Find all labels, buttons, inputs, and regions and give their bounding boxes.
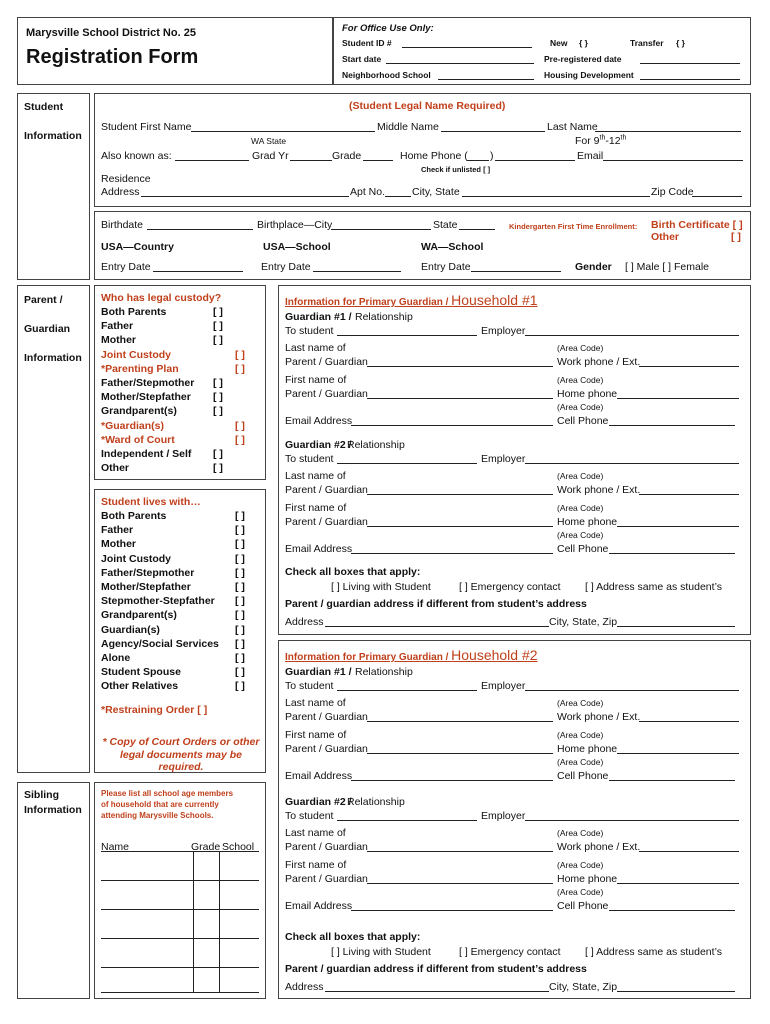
neighborhood-field[interactable] — [438, 79, 534, 80]
middle-name-field[interactable] — [441, 131, 545, 132]
lives-with-option-label: Agency/Social Services — [101, 637, 219, 650]
household-1-guardian-1-last-name-field[interactable] — [367, 366, 553, 367]
unlisted-checkbox[interactable]: Check if unlisted [ ] — [421, 165, 491, 174]
custody-option-checkbox[interactable]: [ ] — [213, 306, 223, 318]
birthdate-label: Birthdate — [101, 219, 144, 231]
grad-yr-label: Grad Yr — [252, 150, 289, 162]
custody-option-checkbox[interactable]: [ ] — [213, 334, 223, 347]
start-date-field[interactable] — [386, 63, 534, 64]
custody-option-checkbox[interactable]: [ ] — [235, 433, 245, 446]
lives-with-option-label: Mother/Stepfather — [101, 581, 191, 593]
grade-field[interactable] — [363, 160, 393, 161]
district-name: Marysville School District No. 25 — [26, 27, 196, 39]
household-1-address-field[interactable] — [325, 626, 549, 627]
lives-with-box — [94, 489, 266, 773]
household-1-guardian-2-email-field[interactable] — [351, 553, 553, 554]
household-2-guardian-2-first-name-label: First name of — [285, 859, 347, 871]
form-title: Registration Form — [26, 46, 199, 68]
preregistered-label: Pre-registered date — [544, 54, 622, 64]
household-1-guardian-1-email-label: Email Address — [285, 415, 353, 427]
residence-label: Residence — [101, 173, 151, 185]
sibling-row-1[interactable] — [101, 880, 259, 881]
household-2-guardian-2-work-phone-label: Work phone / Ext. — [557, 841, 641, 853]
sibling-name-header: Name — [101, 841, 130, 853]
sibling-side-box — [17, 782, 90, 999]
office-use-box — [333, 17, 751, 85]
household-1-guardian-1-label: Guardian #1 / — [285, 311, 352, 323]
home-phone-close: ) — [490, 150, 494, 162]
custody-option-label: *Ward of Court — [101, 433, 175, 446]
sibling-information-side-label: Information — [24, 804, 82, 816]
lives-with-option-label: Grandparent(s) — [101, 609, 177, 622]
for-grade-label: For 9th-12th — [575, 134, 627, 147]
state-label: State — [433, 219, 458, 231]
usa-country-label: USA—Country — [101, 241, 174, 253]
entry-date-label-3: Entry Date — [421, 261, 471, 273]
household-2-guardian-2-employer-field[interactable] — [525, 820, 739, 821]
household-2-guardian-2-work-phone-field[interactable] — [639, 851, 739, 852]
household-1-guardian-2-cell-phone-field[interactable] — [609, 553, 735, 554]
household-1-guardian-2-last-name-label: Last name of — [285, 470, 346, 482]
household-1-guardian-1-area-code-label: (Area Code) — [557, 343, 604, 353]
information-side-label-2: Information — [24, 352, 82, 364]
household-2-guardian-1-area-code-label-3: (Area Code) — [557, 757, 604, 767]
zip-code-field[interactable] — [692, 196, 742, 197]
student-birth-box — [94, 211, 751, 280]
lives-with-option-checkbox[interactable]: [ ] — [235, 652, 245, 664]
household-2-guardian-1-last-name-field[interactable] — [367, 721, 553, 722]
student-side-box — [17, 93, 90, 280]
household-1-guardian-2-relationship-label: Relationship — [347, 439, 405, 451]
custody-option-checkbox[interactable]: [ ] — [235, 362, 245, 375]
household-1-guardian-1-work-phone-label: Work phone / Ext. — [557, 356, 641, 368]
also-known-field[interactable] — [175, 160, 249, 161]
student-id-label: Student ID # — [342, 38, 392, 48]
household-2-guardian-2-label: Guardian #2 / — [285, 796, 352, 808]
custody-option-label: Father — [101, 320, 134, 333]
lives-with-option-checkbox[interactable]: [ ] — [235, 666, 245, 679]
household-1-address-label: Address — [285, 616, 324, 628]
household-2-living-with-checkbox[interactable]: [ ] Living with Student — [331, 946, 431, 958]
grade-label: Grade — [332, 150, 362, 162]
household-2-address-label: Address — [285, 981, 324, 993]
lives-with-title: Student lives with… — [101, 496, 201, 508]
household-2-guardian-2-area-code-label-2: (Area Code) — [557, 860, 604, 870]
sibling-side-label: Sibling — [24, 789, 59, 801]
household-2-guardian-2-first-name-field[interactable] — [367, 883, 553, 884]
city-state-field[interactable] — [462, 196, 650, 197]
household-1-guardian-2-first-parent-label: Parent / Guardian — [285, 516, 368, 528]
preregistered-field[interactable] — [640, 63, 740, 64]
entry-date-label-1: Entry Date — [101, 261, 151, 273]
housing-label: Housing Development — [544, 70, 634, 80]
last-name-field[interactable] — [595, 131, 741, 132]
household-1-guardian-2-home-phone-label: Home phone — [557, 516, 618, 528]
wa-state-label: WA State — [251, 136, 287, 146]
household-1-guardian-2-cell-phone-label: Cell Phone — [557, 543, 609, 555]
household-1-guardian-1-employer-field[interactable] — [525, 335, 739, 336]
household-1-guardian-1-last-parent-label: Parent / Guardian — [285, 356, 368, 368]
restraining-order-checkbox[interactable]: *Restraining Order [ ] — [101, 704, 208, 716]
lives-with-option-checkbox[interactable]: [ ] — [235, 609, 245, 622]
household-2-guardian-1-cell-phone-label: Cell Phone — [557, 770, 609, 782]
birthplace-label: Birthplace—City — [257, 219, 333, 231]
lives-with-option-checkbox[interactable]: [ ] — [235, 538, 245, 551]
other-checkbox[interactable]: [ ] — [731, 231, 741, 243]
household-1-guardian-2-employer-field[interactable] — [525, 463, 739, 464]
household-2-guardian-2-home-phone-label: Home phone — [557, 873, 618, 885]
student-side-label: Student — [24, 101, 64, 113]
household-1-living-with-checkbox[interactable]: [ ] Living with Student — [331, 581, 431, 593]
household-2-guardian-1-employer-label: Employer — [481, 680, 526, 692]
housing-field[interactable] — [640, 79, 740, 80]
custody-option-label: *Parenting Plan — [101, 362, 179, 375]
home-phone-label: Home Phone ( — [400, 150, 468, 162]
household-2-guardian-2-cell-phone-field[interactable] — [609, 910, 735, 911]
email-field[interactable] — [603, 160, 743, 161]
custody-option-label: Father/Stepmother — [101, 377, 195, 389]
custody-option-label: Both Parents — [101, 306, 167, 318]
household-2-guardian-1-work-phone-label: Work phone / Ext. — [557, 711, 641, 723]
household-1-check-all-label: Check all boxes that apply: — [285, 566, 421, 578]
header-title-box — [17, 17, 333, 85]
gender-checkboxes[interactable]: [ ] Male [ ] Female — [625, 261, 710, 273]
legal-name-note: (Student Legal Name Required) — [349, 100, 506, 112]
household-2-guardian-1-first-parent-label: Parent / Guardian — [285, 743, 368, 755]
household-2-guardian-2-relationship-field[interactable] — [337, 820, 477, 821]
household-2-diff-address-label: Parent / guardian address if different from student’s address — [285, 963, 587, 975]
sibling-header-line — [101, 851, 259, 852]
household-2-guardian-2-email-label: Email Address — [285, 900, 353, 912]
lives-with-option-checkbox[interactable]: [ ] — [235, 510, 245, 522]
household-2-guardian-2-employer-label: Employer — [481, 810, 526, 822]
household-2-guardian-2-cell-phone-label: Cell Phone — [557, 900, 609, 912]
city-state-label: City, State — [412, 186, 460, 198]
sibling-grade-header: Grade — [191, 841, 221, 853]
also-known-label: Also known as: — [101, 150, 172, 162]
middle-name-label: Middle Name — [377, 121, 439, 133]
birth-certificate-checkbox[interactable]: Birth Certificate [ ] — [651, 219, 743, 231]
guardian-side-label: Guardian — [24, 323, 71, 335]
household-2-guardian-1-first-name-field[interactable] — [367, 753, 553, 754]
household-2-guardian-1-to-student-label: To student — [285, 680, 334, 692]
sibling-row-4[interactable] — [101, 967, 259, 968]
office-use-title: For Office Use Only: — [342, 23, 434, 34]
information-side-label: Information — [24, 130, 82, 142]
household-1-guardian-2-last-parent-label: Parent / Guardian — [285, 484, 368, 496]
custody-option-label: Mother/Stepfather — [101, 391, 191, 404]
other-label: Other — [651, 231, 680, 243]
household-2-guardian-2-relationship-label: Relationship — [347, 796, 405, 808]
household-1-guardian-2-to-student-label: To student — [285, 453, 334, 465]
household-1-guardian-1-work-phone-field[interactable] — [639, 366, 739, 367]
household-1-guardian-1-email-field[interactable] — [351, 425, 553, 426]
household-1-guardian-2-work-phone-label: Work phone / Ext. — [557, 484, 641, 496]
lives-with-option-label: Other Relatives — [101, 680, 179, 693]
household-1-guardian-2-home-phone-field[interactable] — [617, 526, 739, 527]
household-2-city-state-zip-field[interactable] — [617, 991, 735, 992]
sibling-row-5[interactable] — [101, 992, 259, 993]
custody-option-checkbox[interactable]: [ ] — [213, 391, 223, 404]
household-1-guardian-2-last-name-field[interactable] — [367, 494, 553, 495]
neighborhood-label: Neighborhood School — [342, 70, 431, 80]
household-2-address-field[interactable] — [325, 991, 549, 992]
household-2-guardian-2-area-code-label-3: (Area Code) — [557, 887, 604, 897]
custody-option-label: Independent / Self — [101, 448, 192, 460]
household-2-guardian-1-home-phone-field[interactable] — [617, 753, 739, 754]
household-1-guardian-1-home-phone-field[interactable] — [617, 398, 739, 399]
household-1-guardian-1-last-name-label: Last name of — [285, 342, 346, 354]
first-name-label: Student First Name — [101, 121, 192, 133]
email-label: Email — [577, 150, 604, 162]
household-2-guardian-1-relationship-field[interactable] — [337, 690, 477, 691]
sibling-school-header: School — [222, 841, 255, 853]
new-checkbox[interactable]: { } — [579, 38, 588, 48]
household-2-box — [278, 640, 751, 999]
home-phone-field[interactable] — [495, 160, 575, 161]
household-2-guardian-1-employer-field[interactable] — [525, 690, 739, 691]
household-2-guardian-1-relationship-label: Relationship — [355, 666, 413, 678]
household-2-guardian-1-area-code-label-2: (Area Code) — [557, 730, 604, 740]
student-name-box — [94, 93, 751, 207]
sibling-row-3[interactable] — [101, 938, 259, 939]
household-1-guardian-1-area-code-label-2: (Area Code) — [557, 375, 604, 385]
household-1-title: Information for Primary Guardian / Household #1 — [285, 292, 538, 308]
lives-with-option-label: Father/Stepmother — [101, 566, 195, 579]
kindergarten-label: Kindergarten First Time Enrollment: — [509, 222, 638, 231]
grad-yr-field[interactable] — [290, 160, 332, 161]
household-1-guardian-2-email-label: Email Address — [285, 543, 353, 555]
household-1-guardian-1-area-code-label-3: (Area Code) — [557, 402, 604, 412]
wa-school-label: WA—School — [421, 241, 484, 253]
address-field[interactable] — [141, 196, 349, 197]
household-2-guardian-2-last-parent-label: Parent / Guardian — [285, 841, 368, 853]
lives-with-option-label: Both Parents — [101, 510, 167, 522]
sibling-note: Please list all school age members of household that are currently attending Marysville Schools. — [101, 789, 234, 820]
birthdate-field[interactable] — [147, 229, 253, 230]
lives-with-option-label: Joint Custody — [101, 552, 171, 565]
household-2-guardian-2-area-code-label: (Area Code) — [557, 828, 604, 838]
lives-with-option-label: Guardian(s) — [101, 623, 160, 636]
household-1-guardian-1-home-phone-label: Home phone — [557, 388, 618, 400]
household-1-city-state-zip-label: City, State, Zip — [549, 616, 618, 628]
household-1-guardian-2-area-code-label: (Area Code) — [557, 471, 604, 481]
lives-with-option-checkbox[interactable]: [ ] — [235, 680, 245, 693]
household-1-guardian-1-first-parent-label: Parent / Guardian — [285, 388, 368, 400]
apt-no-label: Apt No. — [350, 186, 386, 198]
household-2-guardian-1-email-field[interactable] — [351, 780, 553, 781]
household-1-guardian-2-employer-label: Employer — [481, 453, 526, 465]
zip-code-label: Zip Code — [651, 186, 694, 198]
household-2-guardian-1-last-parent-label: Parent / Guardian — [285, 711, 368, 723]
household-2-guardian-1-cell-phone-field[interactable] — [609, 780, 735, 781]
household-1-guardian-2-label: Guardian #2 / — [285, 439, 352, 451]
household-2-guardian-1-email-label: Email Address — [285, 770, 353, 782]
household-2-guardian-1-home-phone-label: Home phone — [557, 743, 618, 755]
court-orders-note: * Copy of Court Orders or other legal documents may be required. — [102, 736, 260, 774]
household-1-guardian-1-cell-phone-label: Cell Phone — [557, 415, 609, 427]
lives-with-option-checkbox[interactable]: [ ] — [235, 623, 245, 636]
household-1-guardian-1-employer-label: Employer — [481, 325, 526, 337]
lives-with-option-label: Mother — [101, 538, 136, 551]
household-2-city-state-zip-label: City, State, Zip — [549, 981, 618, 993]
custody-option-checkbox[interactable]: [ ] — [213, 448, 223, 460]
household-2-guardian-1-work-phone-field[interactable] — [639, 721, 739, 722]
lives-with-option-checkbox[interactable]: [ ] — [235, 595, 245, 608]
household-1-guardian-1-relationship-field[interactable] — [337, 335, 477, 336]
household-1-same-address-checkbox[interactable]: [ ] Address same as student’s — [585, 581, 722, 593]
custody-option-checkbox[interactable]: [ ] — [213, 405, 223, 418]
usa-school-label: USA—School — [263, 241, 331, 253]
household-2-guardian-2-email-field[interactable] — [351, 910, 553, 911]
custody-option-checkbox[interactable]: [ ] — [213, 320, 223, 333]
lives-with-option-checkbox[interactable]: [ ] — [235, 552, 245, 565]
household-1-guardian-1-first-name-label: First name of — [285, 374, 347, 386]
state-field[interactable] — [459, 229, 495, 230]
lives-with-option-checkbox[interactable]: [ ] — [235, 566, 245, 579]
household-1-guardian-2-work-phone-field[interactable] — [639, 494, 739, 495]
household-1-city-state-zip-field[interactable] — [617, 626, 735, 627]
household-2-guardian-1-label: Guardian #1 / — [285, 666, 352, 678]
transfer-label: Transfer — [630, 38, 664, 48]
custody-option-label: Joint Custody — [101, 348, 171, 361]
household-1-guardian-2-first-name-field[interactable] — [367, 526, 553, 527]
birthplace-field[interactable] — [331, 229, 431, 230]
lives-with-option-checkbox[interactable]: [ ] — [235, 637, 245, 650]
sibling-row-2[interactable] — [101, 909, 259, 910]
custody-option-checkbox[interactable]: [ ] — [213, 377, 223, 389]
entry-date-field-1[interactable] — [153, 271, 243, 272]
entry-date-field-2[interactable] — [313, 271, 401, 272]
household-1-guardian-1-cell-phone-field[interactable] — [609, 425, 735, 426]
parent-side-label: Parent / — [24, 294, 63, 306]
household-1-diff-address-label: Parent / guardian address if different from student’s address — [285, 598, 587, 610]
household-2-guardian-2-last-name-label: Last name of — [285, 827, 346, 839]
lives-with-option-label: Student Spouse — [101, 666, 181, 679]
household-2-emergency-checkbox[interactable]: [ ] Emergency contact — [459, 946, 561, 958]
household-2-guardian-2-home-phone-field[interactable] — [617, 883, 739, 884]
custody-option-label: Other — [101, 462, 130, 475]
entry-date-label-2: Entry Date — [261, 261, 311, 273]
household-1-box — [278, 285, 751, 635]
household-2-check-all-label: Check all boxes that apply: — [285, 931, 421, 943]
custody-option-checkbox[interactable]: [ ] — [235, 419, 245, 432]
area-code-field[interactable] — [467, 160, 489, 161]
sibling-col-divider-2 — [219, 851, 220, 993]
household-2-same-address-checkbox[interactable]: [ ] Address same as student’s — [585, 946, 722, 958]
start-date-label: Start date — [342, 54, 382, 64]
lives-with-option-label: Alone — [101, 652, 131, 664]
household-2-guardian-2-last-name-field[interactable] — [367, 851, 553, 852]
last-name-label: Last Name — [547, 121, 598, 133]
first-name-field[interactable] — [191, 131, 375, 132]
custody-box — [94, 285, 266, 480]
student-id-field[interactable] — [402, 47, 532, 48]
lives-with-option-label: Father — [101, 524, 134, 537]
household-1-guardian-2-area-code-label-2: (Area Code) — [557, 503, 604, 513]
lives-with-option-checkbox[interactable]: [ ] — [235, 524, 245, 537]
custody-option-label: Mother — [101, 334, 136, 347]
household-1-guardian-2-first-name-label: First name of — [285, 502, 347, 514]
household-1-guardian-2-area-code-label-3: (Area Code) — [557, 530, 604, 540]
household-2-guardian-2-first-parent-label: Parent / Guardian — [285, 873, 368, 885]
household-2-guardian-1-first-name-label: First name of — [285, 729, 347, 741]
household-1-guardian-1-to-student-label: To student — [285, 325, 334, 337]
household-1-guardian-2-relationship-field[interactable] — [337, 463, 477, 464]
custody-option-checkbox[interactable]: [ ] — [213, 462, 223, 475]
address-label: Address — [101, 186, 140, 198]
lives-with-option-checkbox[interactable]: [ ] — [235, 581, 245, 593]
household-2-guardian-2-to-student-label: To student — [285, 810, 334, 822]
household-1-guardian-1-first-name-field[interactable] — [367, 398, 553, 399]
lives-with-option-label: Stepmother-Stepfather — [101, 595, 215, 608]
gender-label: Gender — [575, 261, 612, 273]
custody-option-checkbox[interactable]: [ ] — [235, 348, 245, 361]
household-1-emergency-checkbox[interactable]: [ ] Emergency contact — [459, 581, 561, 593]
new-label: New — [550, 38, 568, 48]
household-2-title: Information for Primary Guardian / Household #2 — [285, 647, 538, 663]
household-2-guardian-1-last-name-label: Last name of — [285, 697, 346, 709]
sibling-box — [94, 782, 266, 999]
household-1-guardian-1-relationship-label: Relationship — [355, 311, 413, 323]
custody-title: Who has legal custody? — [101, 292, 222, 304]
custody-option-label: Grandparent(s) — [101, 405, 177, 418]
household-2-guardian-1-area-code-label: (Area Code) — [557, 698, 604, 708]
entry-date-field-3[interactable] — [471, 271, 561, 272]
sibling-col-divider-1 — [193, 851, 194, 993]
parent-side-box — [17, 285, 90, 773]
custody-option-label: *Guardian(s) — [101, 419, 165, 432]
transfer-checkbox[interactable]: { } — [676, 38, 685, 48]
apt-no-field[interactable] — [385, 196, 411, 197]
